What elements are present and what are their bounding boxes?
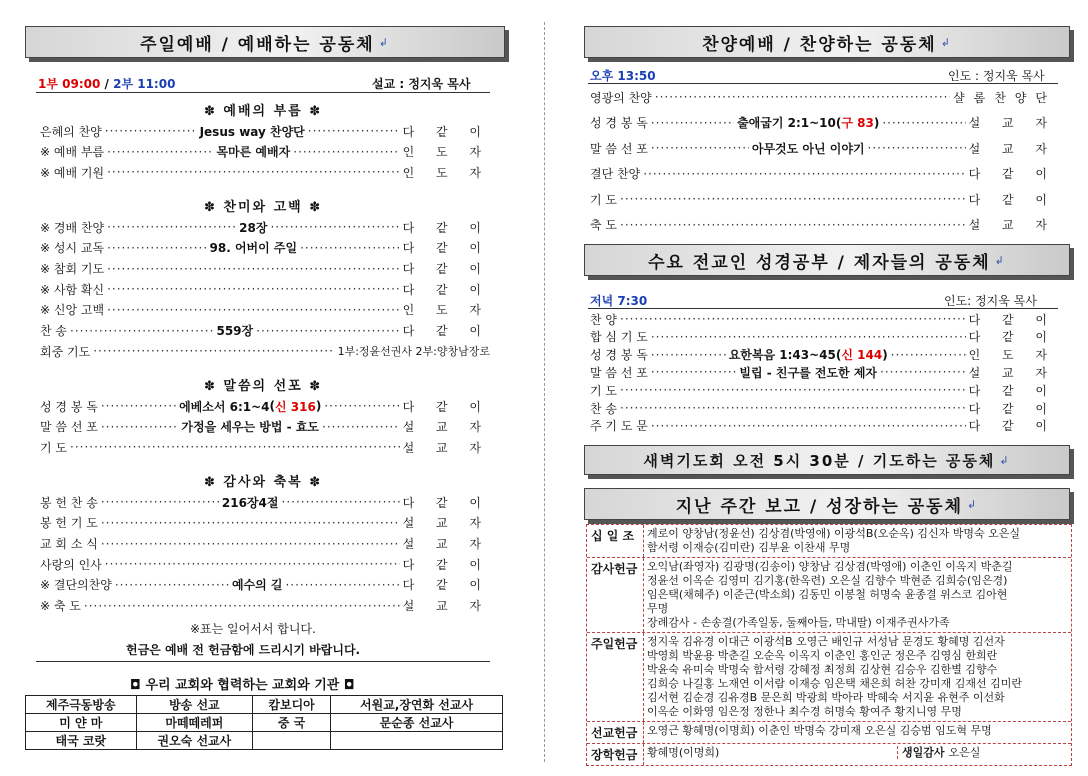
row-role: 인 도 자	[402, 165, 490, 180]
second-service-time: 11:00	[137, 77, 176, 91]
order-row	[590, 190, 1056, 208]
weekly-report-table	[586, 524, 1072, 766]
row-detail: 에베소서 6:1~4	[179, 399, 270, 414]
leader-dots	[282, 495, 400, 509]
leader-dots	[84, 599, 400, 613]
row-role: 다 같 이	[402, 557, 490, 572]
row-detail: 예수의 길	[231, 578, 283, 593]
row-label: 기 도	[590, 383, 617, 398]
order-row	[40, 397, 490, 415]
row-role: 인 도 자	[402, 303, 490, 318]
row-label: 성 경 봉 독	[40, 399, 98, 414]
leader-dots	[107, 241, 206, 255]
offering-note: 헌금은 예배 전 헌금함에 드리시기 바랍니다.	[126, 643, 361, 657]
partner-row	[26, 732, 503, 750]
birthday-label: 생일감사	[897, 746, 949, 759]
row-label: 찬 양	[590, 312, 617, 327]
row-label: 결단 찬양	[590, 167, 641, 181]
partner-cell: 캄보디아	[253, 696, 331, 714]
leader-dots	[107, 262, 400, 276]
partner-cell: 태국 코랏	[26, 732, 137, 750]
partner-cell: 중 국	[253, 714, 331, 732]
leader-dots	[651, 116, 734, 130]
order-row	[40, 418, 490, 436]
first-service-label: 1부	[38, 77, 58, 91]
leader-dots	[308, 124, 400, 138]
wednesday-time-value: 7:30	[617, 294, 648, 308]
row-label: ※ 축 도	[40, 599, 81, 614]
praise-time-value: 13:50	[617, 69, 656, 83]
leader-dots	[70, 440, 400, 454]
scripture-page: 구 83	[841, 116, 874, 130]
section-heading: ✽ 말씀의 선포 ✽	[204, 379, 323, 394]
order-row	[40, 218, 490, 236]
order-row	[40, 122, 490, 140]
leader-dots	[105, 557, 400, 571]
praise-time-label: 오후	[590, 69, 614, 83]
paragraph-mark-icon: ↲	[994, 253, 1006, 267]
leader-dots	[270, 220, 399, 234]
leader-dots	[93, 344, 334, 358]
row-label: 성 경 봉 독	[590, 116, 648, 130]
report-category: 감사헌금	[587, 558, 644, 632]
row-role: 다 같 이	[968, 383, 1056, 398]
standing-note: ※표는 일어서서 합니다.	[190, 622, 316, 636]
row-label: 기 도	[40, 440, 67, 455]
column-divider	[544, 22, 545, 762]
ref-open: (	[835, 115, 842, 130]
order-row	[40, 260, 490, 278]
row-label: 사랑의 인사	[40, 557, 102, 572]
report-line: 계로이 양창남(정윤선) 김상겸(박영애) 이광석B(오순옥) 김신자 박명숙 오은실	[647, 527, 1021, 540]
leader-dots	[101, 516, 400, 530]
paragraph-mark-icon: ↲	[940, 35, 952, 49]
leader-dots	[70, 324, 213, 338]
report-line: 김서현 김순경 김유경B 문은희 박광희 박아라 박혜숙 서지윤 유현주 이선화	[647, 691, 1005, 704]
leader-dots	[880, 365, 966, 379]
row-detail: 216장4절	[221, 495, 279, 510]
leader-dots	[620, 218, 966, 232]
order-row	[590, 328, 1056, 346]
order-row	[590, 363, 1056, 381]
leader-dots	[651, 365, 737, 379]
report-line: 김희승 나길홍 노재연 이서람 이재승 임은택 채은희 허찬 강미재 김재선 김미란	[647, 677, 1022, 690]
partner-row	[26, 714, 503, 732]
preacher: 설교 : 정지욱 목사	[372, 77, 471, 91]
leader-dots	[651, 419, 966, 433]
report-category: 십 일 조	[587, 525, 644, 557]
row-role: 설 교 자	[402, 440, 490, 455]
order-row	[40, 576, 490, 594]
dawn-prayer-title-bar	[584, 445, 1070, 475]
order-row	[40, 163, 490, 181]
praise-time	[590, 67, 656, 84]
leader-dots	[107, 145, 213, 159]
ref-close: )	[873, 115, 880, 130]
ref-open: (	[269, 399, 276, 413]
row-label: 회중 기도	[40, 344, 91, 359]
report-row	[587, 633, 1071, 722]
report-line: 이옥순 이화영 임은정 정한나 최수경 허명숙 황여주 황지니영 무명	[647, 705, 962, 718]
report-names	[644, 744, 1071, 765]
row-detail: 98. 어버이 주일	[209, 241, 298, 256]
partner-cell: 권오숙 선교사	[136, 732, 252, 750]
report-names	[644, 525, 1071, 557]
ref-close: )	[315, 399, 322, 413]
row-role: 다 같 이	[968, 330, 1056, 345]
row-label: ※ 예배 부름	[40, 145, 105, 160]
wednesday-time	[590, 292, 647, 309]
row-detail: 가정을 세우는 방법 - 효도	[181, 420, 320, 435]
paragraph-mark-icon: ↲	[378, 35, 390, 49]
wednesday-leader: 인도: 정지욱 목사	[944, 294, 1037, 308]
leader-dots	[655, 90, 950, 104]
row-role: 설 교 자	[402, 537, 490, 551]
report-line: 박윤숙 유미숙 박명숙 함서령 강혜정 최정희 김상현 김승우 김한별 김향수	[647, 663, 998, 676]
row-role: 다 같 이	[402, 241, 490, 256]
report-category: 장학헌금	[587, 744, 644, 765]
row-role: 다 같 이	[402, 399, 490, 414]
offering-rule	[36, 661, 490, 662]
row-label: ※ 결단의찬양	[40, 578, 112, 593]
row-label: 말 씀 선 포	[590, 141, 648, 156]
report-category: 선교헌금	[587, 722, 644, 743]
report-line: 함서령 이재승(김미란) 김부윤 이찬새 무명	[647, 541, 851, 554]
report-line: 무명	[647, 602, 669, 615]
order-row	[40, 555, 490, 573]
report-category: 주일헌금	[587, 633, 644, 721]
row-detail: 빌립 - 친구를 전도한 제자	[739, 365, 878, 380]
row-role: 다 같 이	[968, 419, 1056, 434]
row-label: 말 씀 선 포	[590, 365, 648, 380]
sunday-worship-title-bar	[25, 26, 505, 58]
report-names	[644, 722, 1071, 743]
row-role: 설 교 자	[968, 141, 1056, 156]
leader-dots	[620, 312, 966, 326]
row-label: 말 씀 선 포	[40, 420, 98, 435]
row-label: 봉 헌 기 도	[40, 516, 98, 531]
report-row	[587, 525, 1071, 558]
weekly-report-title: 지난 주간 보고 / 성장하는 공동체	[675, 496, 964, 517]
section-heading: ✽ 찬미와 고백 ✽	[204, 200, 323, 216]
report-line: 오익남(좌영자) 김광명(김송이) 양창남 김상겸(박영애) 이춘인 이옥지 박춘길	[647, 560, 1013, 573]
leader-dots	[101, 495, 219, 509]
report-row	[587, 744, 1071, 765]
row-label: ※ 경배 찬양	[40, 220, 105, 235]
leader-dots	[107, 282, 400, 296]
row-role: 다 같 이	[402, 124, 490, 139]
section-heading: ✽ 예배의 부름 ✽	[204, 104, 323, 119]
report-row	[587, 722, 1071, 744]
row-label: ※ 참회 기도	[40, 262, 105, 276]
leader-dots	[101, 537, 400, 551]
order-row	[590, 310, 1056, 328]
partner-cell: 미 얀 마	[26, 714, 137, 732]
order-row	[40, 438, 490, 456]
order-row	[590, 88, 1056, 106]
leader-dots	[620, 192, 966, 206]
order-row	[40, 535, 490, 553]
row-label: ※ 성시 교독	[40, 241, 105, 256]
header-rule	[36, 92, 490, 93]
ref-open: (	[835, 347, 842, 362]
partner-cell: 방송 선교	[136, 696, 252, 714]
praise-rule	[588, 83, 1058, 84]
row-label: 봉 헌 찬 송	[40, 495, 98, 510]
order-row	[590, 139, 1056, 157]
leader-dots	[651, 141, 749, 155]
partner-cell: 마떼떼레퍼	[136, 714, 252, 732]
wednesday-rule	[588, 308, 1058, 309]
praise-leader: 인도 : 정지욱 목사	[948, 69, 1045, 83]
second-service-label: 2부	[113, 77, 134, 91]
row-role: 설 교 자	[968, 365, 1056, 380]
order-row	[40, 514, 490, 532]
row-role: 다 같 이	[968, 312, 1056, 327]
scripture-page: 신 316	[275, 399, 316, 414]
row-role: 다 같 이	[402, 495, 490, 510]
order-row	[40, 239, 490, 257]
time-separator: /	[104, 77, 114, 91]
wednesday-study-title: 수요 전교인 성경공부 / 제자들의 공동체	[648, 252, 991, 273]
leader-dots	[882, 116, 965, 130]
wednesday-study-title-bar	[584, 244, 1070, 276]
order-row	[40, 143, 490, 161]
sunday-worship-title: 주일예배 / 예배하는 공동체	[140, 34, 375, 55]
ref-close: )	[882, 347, 888, 362]
report-line: 정윤선 이옥순 김영미 김기홍(한옥련) 오은실 김향수 박현준 김희승(임은경)	[647, 574, 1008, 587]
section-heading: ✽ 감사와 축복 ✽	[204, 475, 323, 491]
partner-cell: 서원교,장연화 선교사	[331, 696, 503, 714]
leader-dots	[620, 401, 966, 415]
partner-cell: 제주극동방송	[26, 696, 137, 714]
leader-dots	[293, 145, 399, 159]
row-role: 다 같 이	[402, 324, 490, 339]
leader-dots	[105, 124, 197, 138]
row-label: 성 경 봉 독	[590, 348, 648, 363]
order-row	[40, 280, 490, 298]
report-line: 임은택(채혜주) 이준근(박소희) 김동민 이봉철 허명숙 윤종결 위스코 김아현	[647, 588, 1008, 601]
row-role: 다 같 이	[402, 578, 490, 593]
order-row	[590, 346, 1056, 364]
report-line: 장례감사 - 손송결(가족일동, 둘째아들, 막내딸) 이재주권사가족	[647, 616, 950, 629]
report-line: 황혜명(이명희)	[647, 746, 720, 759]
row-label: 주 기 도 문	[590, 419, 648, 434]
praise-worship-title-bar	[584, 26, 1070, 58]
service-times	[38, 75, 175, 92]
leader-dots	[620, 383, 966, 397]
order-row	[40, 342, 490, 360]
row-label: 찬 송	[40, 324, 67, 339]
leader-dots	[651, 348, 726, 362]
first-service-time: 09:00	[62, 77, 101, 91]
row-label: ※ 사함 확신	[40, 282, 105, 297]
report-row	[587, 558, 1071, 633]
row-label: 영광의 찬양	[590, 90, 652, 105]
scripture-page: 신 144	[841, 348, 883, 363]
row-role: 다 같 이	[402, 262, 490, 276]
birthday-names: 오은실	[948, 746, 981, 759]
leader-dots	[107, 303, 400, 317]
report-line: 정지욱 김유경 이대근 이광석B 오영근 배인규 서성남 문경도 황혜명 김선자	[647, 635, 1005, 648]
order-row	[590, 381, 1056, 399]
row-detail: 아무것도 아닌 이야기	[751, 141, 865, 156]
row-role: 다 같 이	[968, 401, 1056, 416]
row-role: 샬롬찬양단	[953, 90, 1056, 105]
row-label: 은혜의 찬양	[40, 124, 102, 139]
row-label: 기 도	[590, 192, 617, 207]
leader-dots	[324, 399, 399, 413]
row-role: 설 교 자	[968, 116, 1056, 130]
partner-table	[25, 695, 503, 750]
leader-dots	[115, 578, 229, 592]
leader-dots	[651, 330, 966, 344]
row-detail: 28장	[239, 220, 268, 235]
leader-dots	[101, 420, 179, 434]
leader-dots	[891, 348, 966, 362]
row-label: 합 심 기 도	[590, 330, 648, 345]
leader-dots	[643, 167, 965, 181]
leader-dots	[868, 141, 966, 155]
report-line: 박영희 박윤용 박춘길 오순옥 이옥지 이춘인 홍인군 정은주 김영심 한희란	[647, 649, 998, 662]
leader-dots	[256, 324, 399, 338]
row-role: 설 교 자	[402, 516, 490, 531]
order-row	[40, 493, 490, 511]
row-role: 설 교 자	[402, 599, 490, 614]
row-role: 인 도 자	[402, 145, 490, 160]
leader-dots	[285, 578, 399, 592]
dawn-prayer-title: 새벽기도회 오전 5시 30분 / 기도하는 공동체	[643, 451, 996, 470]
partner-cell: 문순종 선교사	[331, 714, 503, 732]
order-row	[590, 417, 1056, 435]
row-role: 1부:정윤선권사 2부:양창남장로	[337, 345, 490, 359]
birthday-thanks	[897, 746, 980, 763]
partner-cell	[253, 732, 331, 750]
partner-cell	[331, 732, 503, 750]
row-label: 교 회 소 식	[40, 537, 98, 551]
row-label: 축 도	[590, 218, 617, 232]
order-row	[590, 165, 1056, 183]
row-detail: 목마른 예배자	[216, 145, 291, 160]
row-role: 다 같 이	[968, 192, 1056, 207]
row-role: 다 같 이	[402, 220, 490, 235]
order-row	[40, 322, 490, 340]
partner-title: ◘ 우리 교회와 협력하는 교회와 기관 ◘	[130, 678, 355, 693]
row-role: 다 같 이	[402, 282, 490, 297]
report-names	[644, 633, 1071, 721]
order-row	[40, 301, 490, 319]
row-detail: 요한복음 1:43~45	[728, 348, 836, 363]
order-row	[590, 399, 1056, 417]
report-line: 오영근 황혜명(이명희) 이춘인 박명숙 강미재 오은실 김승범 임도혁 무명	[647, 724, 992, 737]
row-detail: Jesus way 찬양단	[199, 124, 305, 139]
leader-dots	[300, 241, 399, 255]
weekly-report-title-bar	[584, 488, 1070, 520]
row-detail: 559장	[216, 324, 254, 339]
row-label: ※ 신앙 고백	[40, 303, 105, 318]
order-row	[590, 114, 1056, 132]
row-label: 찬 송	[590, 401, 617, 416]
row-role: 설 교 자	[968, 218, 1056, 232]
leader-dots	[101, 399, 176, 413]
row-role: 인 도 자	[968, 348, 1056, 363]
praise-worship-title: 찬양예배 / 찬양하는 공동체	[702, 34, 937, 55]
paragraph-mark-icon: ↲	[967, 497, 979, 511]
leader-dots	[322, 420, 400, 434]
row-role: 설 교 자	[402, 420, 490, 435]
partner-row	[26, 696, 503, 714]
row-role: 다 같 이	[968, 167, 1056, 181]
report-names	[644, 558, 1071, 632]
paragraph-mark-icon: ↲	[999, 453, 1011, 467]
leader-dots	[107, 165, 400, 179]
row-label: ※ 예배 기원	[40, 165, 105, 180]
order-row	[40, 597, 490, 615]
leader-dots	[107, 220, 236, 234]
wednesday-time-label: 저녁	[590, 294, 614, 308]
order-row	[590, 216, 1056, 234]
row-detail: 출애굽기 2:1~10	[737, 116, 836, 130]
